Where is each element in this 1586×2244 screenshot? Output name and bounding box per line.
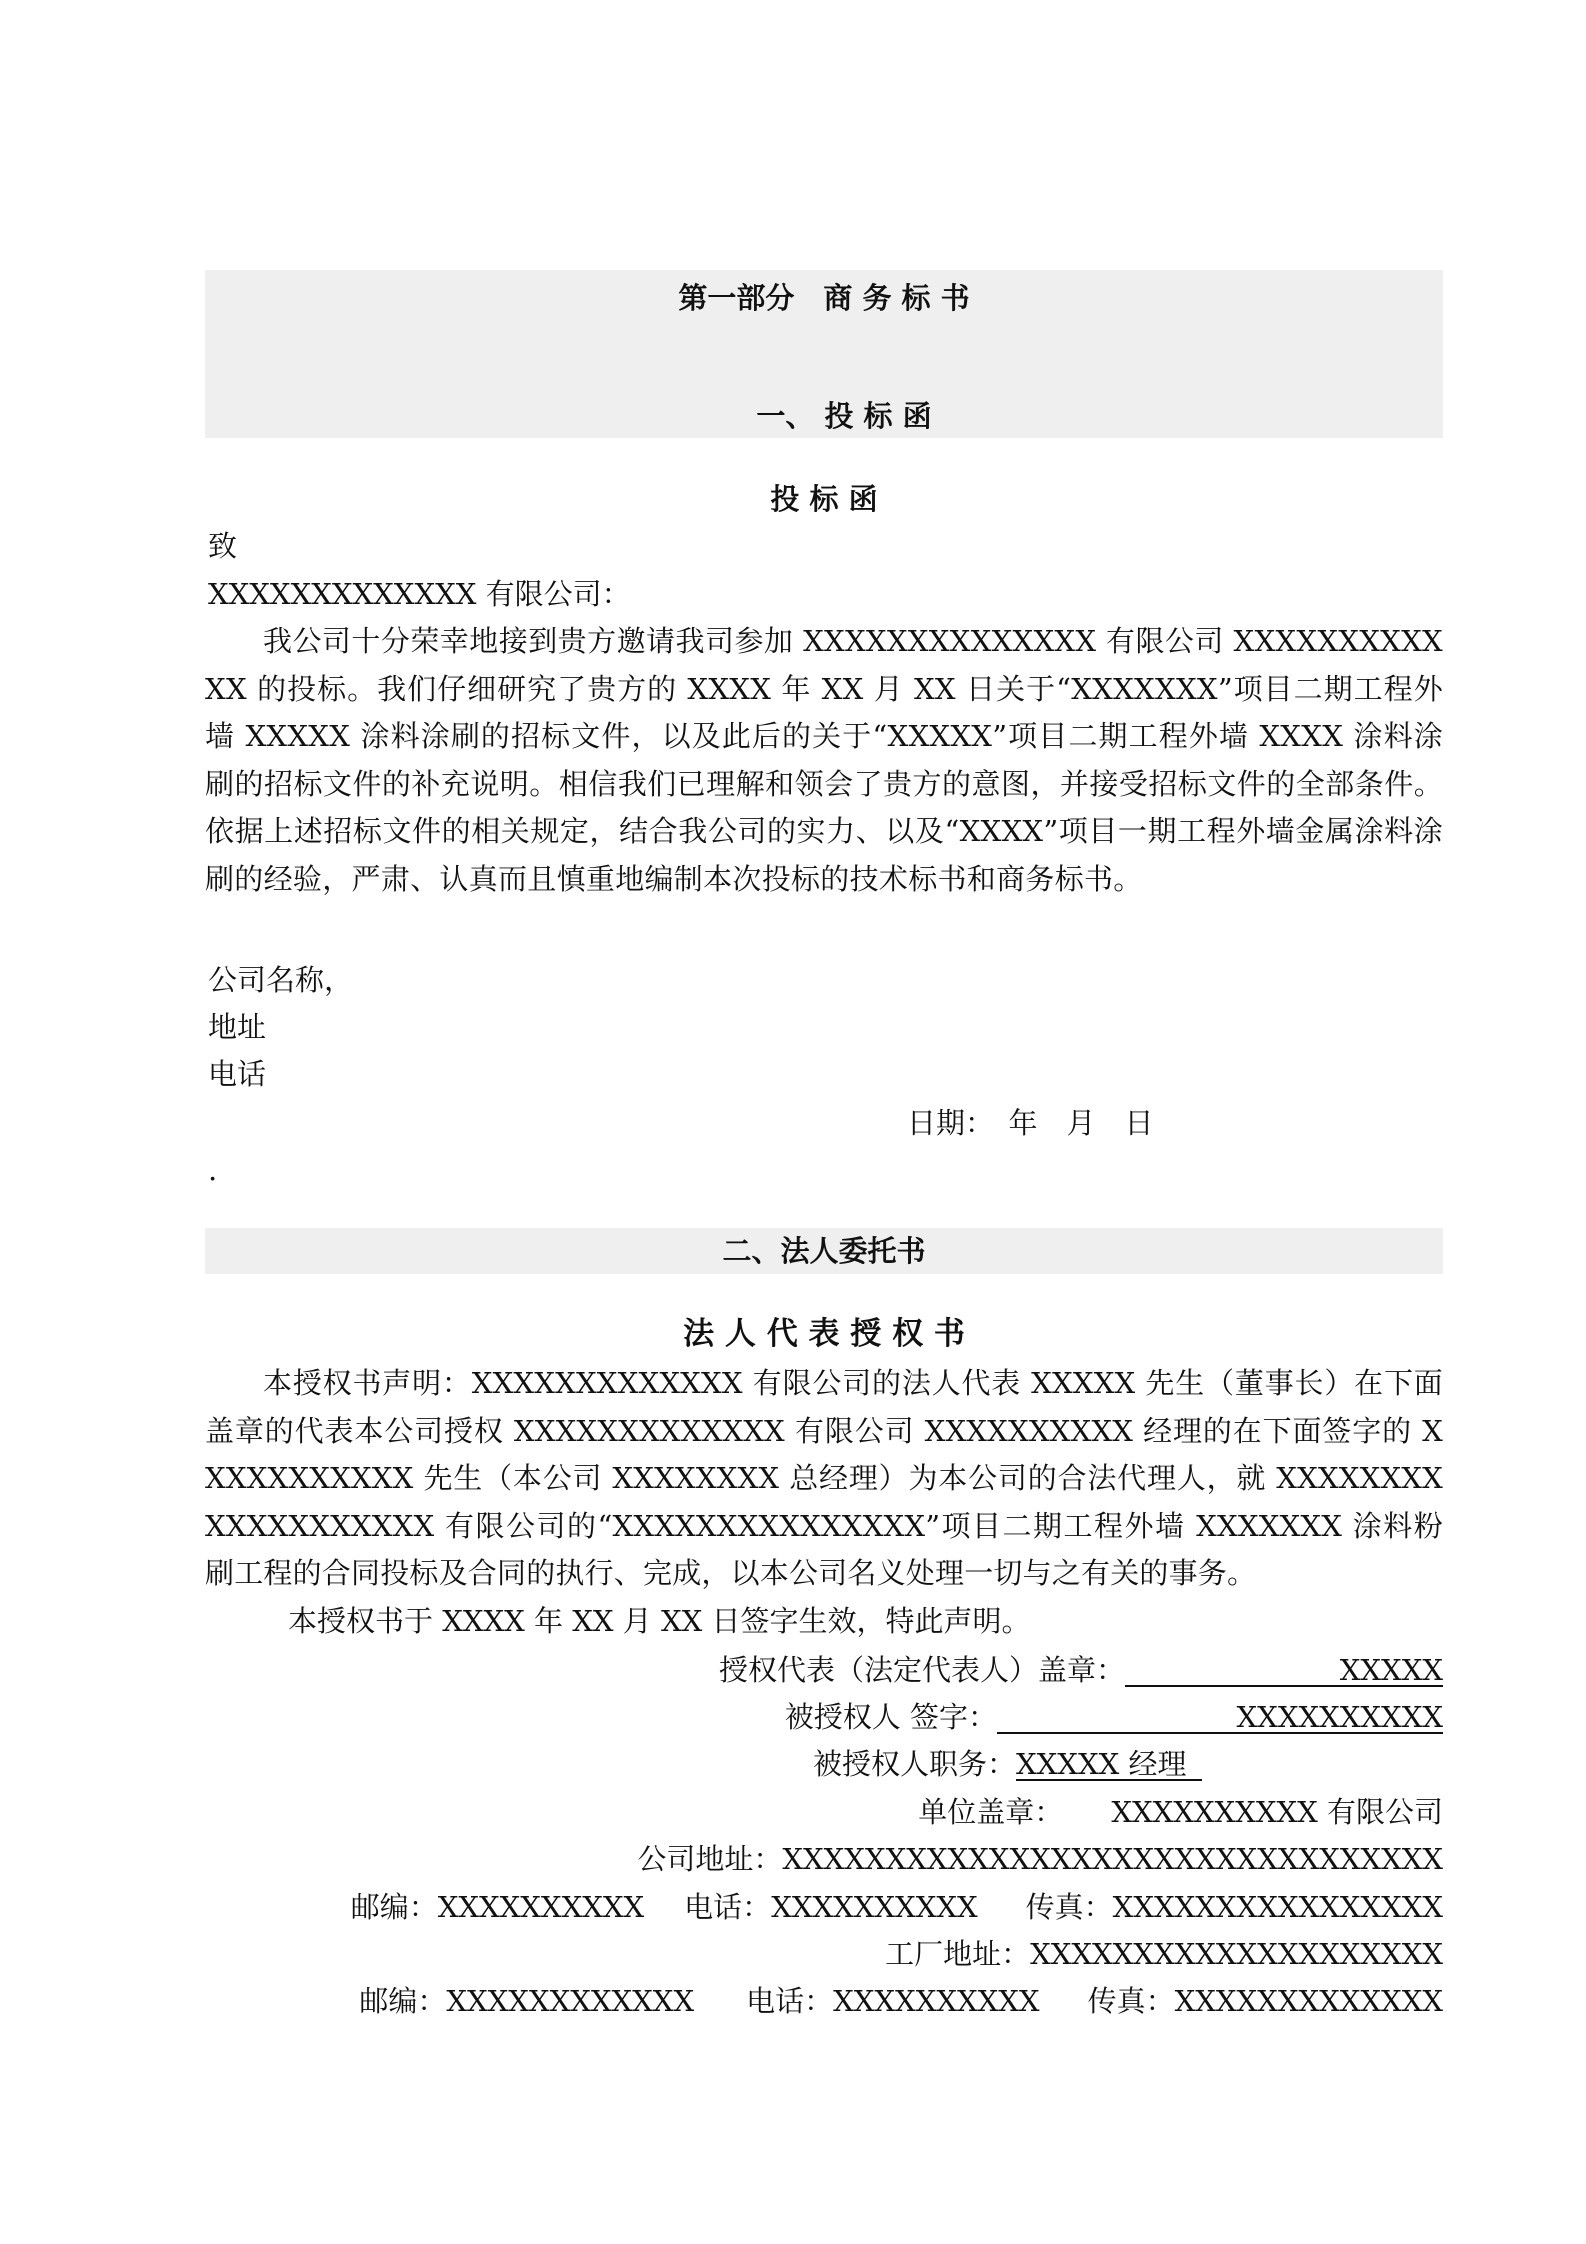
tel1-label: 电话：: [684, 1890, 772, 1924]
trailing-dot: .: [208, 1153, 218, 1187]
authorization-title: 法 人 代 表 授 权 书: [683, 1316, 965, 1352]
agent-sign-field: XXXXXXXXXX: [997, 1702, 1443, 1734]
section2-heading: 二、法人委托书: [722, 1234, 926, 1268]
rep-seal-field: XXXXX: [1125, 1655, 1443, 1687]
agent-sign-row: [785, 1699, 1443, 1735]
agent-title-label: 被授权人职务：: [813, 1747, 1017, 1781]
postcode2-value: XXXXXXXXXXXX: [446, 1984, 695, 2018]
tel1-value: XXXXXXXXXX: [771, 1890, 978, 1924]
agent-sign-label: 被授权人 签字：: [784, 1700, 997, 1734]
agent-title-row: [813, 1746, 1202, 1782]
factory-contact-row: [359, 1983, 1443, 2019]
tel2-value: XXXXXXXXXX: [833, 1984, 1040, 2018]
agent-title-field: XXXXX 经理: [1016, 1749, 1202, 1781]
date-line: 日期： 年 月 日: [907, 1106, 1154, 1140]
bid-letter-body: 我公司十分荣幸地接到贵方邀请我司参加 XXXXXXXXXXXXXX 有限公司 XXXXXXXXXXXX 的投标。我们仔细研究了贵方的 XXXX 年 XX 月 XX 日关于“XXXXXXX”项目二期工程外墙 XXXXX 涂料涂刷的招标文件，以及此后的关于“XXXXX”项目二期工程外墙 XXXX 涂料涂刷的招标文件的补充说明。相信我们已理解和领会了贵方的意图，并接受招标文件的全部条件。依据上述招标文件的相关规定，结合我公司的实力、以及“XXXX”项目一期工程外墙金属涂料涂刷的经验，严肃、认真而且慎重地编制本次投标的技术标书和商务标书。: [205, 624, 1443, 896]
company-name-label: 公司名称，: [208, 963, 354, 997]
company-address-value: XXXXXXXXXXXXXXXXXXXXXXXXXXXXXXXX: [782, 1842, 1443, 1876]
factory-address-value: XXXXXXXXXXXXXXXXXXXX: [1030, 1937, 1443, 1971]
unit-seal-value: XXXXXXXXXX 有限公司: [1111, 1795, 1443, 1829]
unit-seal-label: 单位盖章：: [918, 1795, 1064, 1829]
fax2-value: XXXXXXXXXXXXX: [1174, 1984, 1443, 2018]
postcode1-label: 邮编：: [350, 1890, 438, 1924]
company-address-row: [637, 1841, 1443, 1877]
section1-heading: 一、 投 标 函: [756, 399, 932, 433]
unit-seal-row: [918, 1794, 1443, 1830]
phone-label: 电话: [208, 1057, 267, 1091]
address-label: 地址: [208, 1010, 267, 1044]
tel2-label: 电话：: [746, 1984, 834, 2018]
recipient-company: XXXXXXXXXXXXX 有限公司：: [208, 577, 631, 611]
part-title: 第一部分 商 务 标 书: [678, 281, 970, 315]
authorization-body: 本授权书声明：XXXXXXXXXXXXX 有限公司的法人代表 XXXXX 先生（董事长）在下面盖章的代表本公司授权 XXXXXXXXXXXXX 有限公司 XXXXXXXXXX 经理的在下面签字的 XXXXXXXXXXX 先生（本公司 XXXXXXXX 总经理）为本公司的合法代理人，就 XXXXXXXXXXXXXXXXXXX 有限公司的“XXXXXXXXXXXXXXX”项目二期工程外墙 XXXXXXX 涂料粉刷工程的合同投标及合同的执行、完成，以本公司名义处理一切与之有关的事务。: [205, 1366, 1443, 1590]
bid-letter-title: 投 标 函: [770, 482, 878, 516]
postcode1-value: XXXXXXXXXX: [437, 1890, 645, 1924]
factory-address-row: [885, 1936, 1443, 1972]
effective-statement: 本授权书于 XXXX 年 XX 月 XX 日签字生效，特此声明。: [288, 1604, 1031, 1638]
rep-seal-label: 授权代表（法定代表人）盖章：: [718, 1653, 1125, 1687]
company-contact-row: [351, 1889, 1443, 1925]
postcode2-label: 邮编：: [359, 1984, 447, 2018]
rep-seal-row: [719, 1652, 1443, 1688]
company-address-label: 公司地址：: [637, 1842, 783, 1876]
fax1-value: XXXXXXXXXXXXXXXX: [1112, 1890, 1443, 1924]
addressee-prefix: 致: [208, 529, 238, 563]
fax1-label: 传真：: [1025, 1890, 1113, 1924]
fax2-label: 传真：: [1087, 1984, 1175, 2018]
factory-address-label: 工厂地址：: [885, 1937, 1031, 1971]
